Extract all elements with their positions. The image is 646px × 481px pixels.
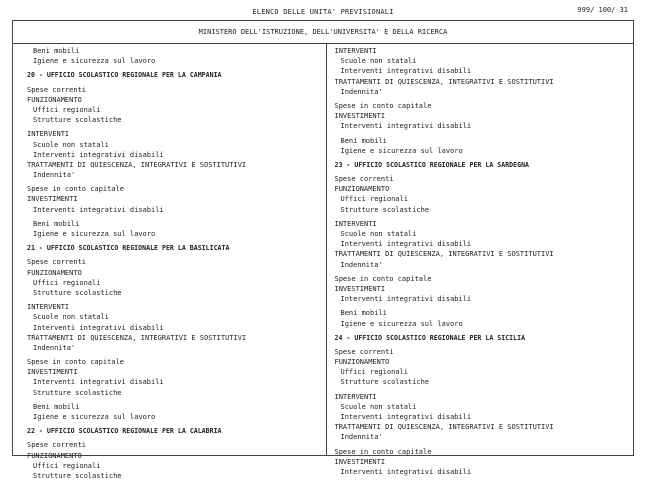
- section-heading: 23 - UFFICIO SCOLASTICO REGIONALE PER LA SARDEGNA: [334, 160, 530, 169]
- list-item: FUNZIONAMENTO: [334, 185, 390, 194]
- list-item: Strutture scolastiche: [33, 288, 122, 297]
- list-item: Spese correnti: [27, 258, 87, 267]
- list-item: Interventi integrativi disabili: [340, 67, 472, 76]
- document-title: ELENCO DELLE UNITA' PREVISIONALI: [252, 8, 394, 16]
- list-item: Uffici regionali: [33, 105, 101, 114]
- list-item: Uffici regionali: [340, 195, 408, 204]
- list-item: Scuole non statali: [340, 230, 417, 238]
- list-item: Interventi integrativi disabili: [340, 240, 472, 249]
- list-item: Uffici regionali: [33, 278, 101, 287]
- list-item: Spese in conto capitale: [27, 185, 124, 194]
- list-item: Beni mobili: [340, 136, 387, 145]
- list-item: Igiene e sicurezza sul lavoro: [340, 146, 463, 155]
- list-item: Igiene e sicurezza sul lavoro: [33, 57, 156, 66]
- list-item: TRATTAMENTI DI QUIESCENZA, INTEGRATIVI E SOSTITUTIVI: [334, 250, 554, 259]
- list-item: INVESTIMENTI: [27, 195, 78, 204]
- list-item: Spese in conto capitale: [334, 101, 432, 110]
- list-item: TRATTAMENTI DI QUIESCENZA, INTEGRATIVI E SOSTITUTIVI: [27, 160, 247, 169]
- list-item: Interventi integrativi disabili: [340, 467, 472, 476]
- list-item: Spese correnti: [334, 175, 394, 184]
- right-column: [326, 44, 634, 476]
- list-item: INTERVENTI: [334, 47, 377, 55]
- list-item: Interventi integrativi disabili: [340, 122, 472, 131]
- list-item: Indennita': [33, 343, 76, 352]
- content-frame: [12, 20, 634, 480]
- list-item: FUNZIONAMENTO: [27, 95, 82, 104]
- list-item: Uffici regionali: [340, 368, 408, 377]
- list-item: Igiene e sicurezza sul lavoro: [33, 413, 156, 421]
- list-item: Scuole non statali: [33, 313, 109, 322]
- list-item: Strutture scolastiche: [33, 116, 122, 125]
- list-item: INTERVENTI: [27, 130, 70, 139]
- list-item: Interventi integrativi disabili: [340, 413, 472, 421]
- list-item: Interventi integrativi disabili: [33, 150, 164, 159]
- list-item: Strutture scolastiche: [33, 388, 122, 397]
- list-item: Strutture scolastiche: [340, 205, 430, 214]
- list-item: INTERVENTI: [27, 303, 70, 312]
- list-item: Spese correnti: [27, 441, 87, 450]
- list-item: Strutture scolastiche: [33, 471, 122, 480]
- list-item: Spese in conto capitale: [334, 274, 432, 283]
- list-item: Beni mobili: [340, 309, 387, 318]
- list-item: TRATTAMENTI DI QUIESCENZA, INTEGRATIVI E SOSTITUTIVI: [27, 333, 247, 342]
- ministry-heading: MINISTERO DELL'ISTRUZIONE, DELL'UNIVERSITA' E DELLA RICERCA: [13, 21, 633, 44]
- list-item: Interventi integrativi disabili: [33, 205, 164, 214]
- list-item: Spese correnti: [334, 347, 394, 356]
- list-item: INTERVENTI: [334, 219, 377, 228]
- list-item: Indennita': [340, 433, 383, 442]
- list-item: Interventi integrativi disabili: [33, 323, 164, 332]
- list-item: Scuole non statali: [340, 57, 417, 66]
- list-item: Igiene e sicurezza sul lavoro: [340, 319, 463, 328]
- list-item: INVESTIMENTI: [334, 284, 386, 293]
- list-item: Uffici regionali: [33, 461, 101, 470]
- section-heading: 20 - UFFICIO SCOLASTICO REGIONALE PER LA CAMPANIA: [27, 71, 222, 80]
- list-item: Indennita': [340, 87, 383, 96]
- section-heading: 21 - UFFICIO SCOLASTICO REGIONALE PER LA BASILICATA: [27, 244, 230, 253]
- list-item: INVESTIMENTI: [334, 112, 386, 121]
- list-item: FUNZIONAMENTO: [27, 268, 82, 277]
- list-item: TRATTAMENTI DI QUIESCENZA, INTEGRATIVI E SOSTITUTIVI: [334, 423, 554, 432]
- columns: [13, 44, 633, 480]
- list-item: Spese in conto capitale: [27, 358, 124, 367]
- section-heading: 24 - UFFICIO SCOLASTICO REGIONALE PER LA SICILIA: [334, 333, 526, 342]
- list-item: Interventi integrativi disabili: [33, 378, 164, 387]
- list-item: FUNZIONAMENTO: [334, 358, 390, 367]
- left-column: [13, 44, 326, 480]
- list-item: TRATTAMENTI DI QUIESCENZA, INTEGRATIVI E SOSTITUTIVI: [334, 77, 554, 86]
- list-item: INVESTIMENTI: [334, 457, 386, 466]
- list-item: Beni mobili: [33, 47, 80, 55]
- list-item: Scuole non statali: [340, 402, 417, 411]
- list-item: FUNZIONAMENTO: [27, 451, 82, 460]
- list-item: Interventi integrativi disabili: [340, 295, 472, 304]
- list-item: Indennita': [33, 171, 76, 180]
- list-item: Scuole non statali: [33, 140, 109, 149]
- section-heading: 22 - UFFICIO SCOLASTICO REGIONALE PER LA CALABRIA: [27, 427, 222, 436]
- list-item: INVESTIMENTI: [27, 368, 78, 377]
- list-item: Igiene e sicurezza sul lavoro: [33, 230, 156, 238]
- list-item: Spese correnti: [27, 85, 87, 94]
- list-item: Beni mobili: [33, 402, 80, 411]
- list-item: Spese in conto capitale: [334, 447, 432, 456]
- list-item: Beni mobili: [33, 219, 80, 228]
- list-item: Strutture scolastiche: [340, 378, 430, 387]
- list-item: Indennita': [340, 260, 383, 269]
- list-item: INTERVENTI: [334, 392, 377, 401]
- page-number: 999/ 100/ 31: [577, 6, 628, 14]
